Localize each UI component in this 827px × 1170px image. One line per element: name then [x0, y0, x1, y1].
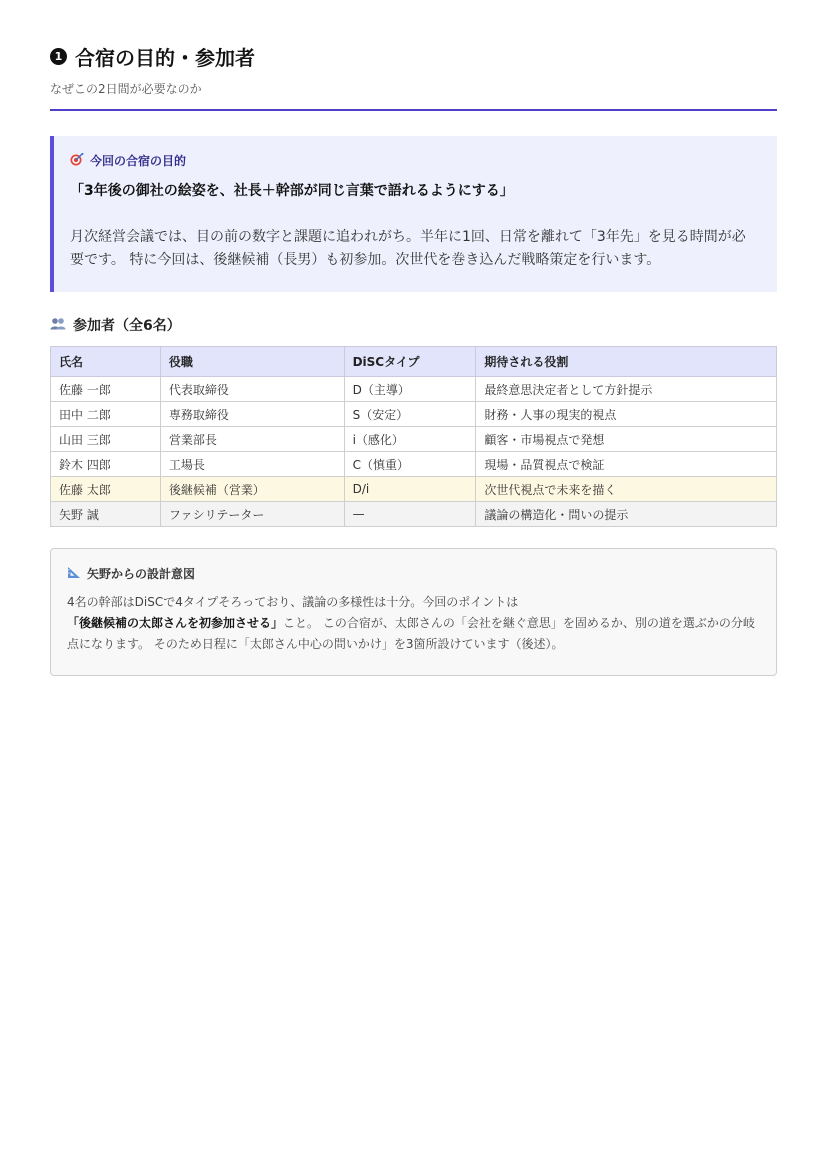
page-title-row [50, 42, 777, 71]
cell-name: 鈴木 四郎 [51, 452, 161, 477]
note-body [67, 592, 760, 655]
goal-heading-row [70, 152, 757, 169]
cell-expectation: 次世代視点で未来を描く [476, 477, 777, 502]
goal-body: 月次経営会議では、目の前の数字と課題に追われがち。半年に1回、日常を離れて「3年先」を見る時間が必要です。 特に今回は、後継候補（長男）も初参加。次世代を巻き込んだ戦略策定を行います。 [70, 229, 746, 268]
cell-role: 専務取締役 [160, 402, 344, 427]
note-heading: 矢野からの設計意図 [87, 567, 196, 581]
cell-role: 代表取締役 [160, 377, 344, 402]
design-intent-note [50, 548, 777, 676]
participants-heading-row [50, 315, 777, 335]
column-header-disc: DiSCタイプ [344, 347, 476, 377]
cell-role: 後継候補（営業） [160, 477, 344, 502]
cell-name: 佐藤 一郎 [51, 377, 161, 402]
title-divider [50, 109, 777, 111]
table-row [51, 427, 777, 452]
cell-expectation: 最終意思決定者として方針提示 [476, 377, 777, 402]
table-header-row [51, 347, 777, 377]
cell-role: 工場長 [160, 452, 344, 477]
table-row [51, 377, 777, 402]
participants-heading: 参加者（全6名） [73, 318, 181, 334]
cell-disc: D（主導） [344, 377, 476, 402]
cell-expectation: 財務・人事の現実的視点 [476, 402, 777, 427]
section-number-badge: 1 [50, 48, 67, 65]
cell-expectation: 現場・品質視点で検証 [476, 452, 777, 477]
goal-callout [50, 136, 777, 292]
cell-name: 山田 三郎 [51, 427, 161, 452]
cell-disc: D/i [344, 477, 476, 502]
note-heading-row [67, 565, 760, 582]
triangle-ruler-icon [67, 566, 81, 582]
participants-table [50, 346, 777, 527]
table-row [51, 452, 777, 477]
column-header-name: 氏名 [51, 347, 161, 377]
table-row [51, 402, 777, 427]
cell-disc: i（感化） [344, 427, 476, 452]
column-header-expectation: 期待される役割 [476, 347, 777, 377]
people-icon [50, 317, 66, 334]
table-row-highlighted [51, 477, 777, 502]
cell-name: 田中 二郎 [51, 402, 161, 427]
cell-disc: — [344, 502, 476, 527]
note-text-bold: 「後継候補の太郎さんを初参加させる」 [67, 616, 284, 630]
cell-role: ファシリテーター [160, 502, 344, 527]
note-text-1: 4名の幹部はDiSCで4タイプそろっており、議論の多様性は十分。今回のポイントは [67, 595, 519, 609]
cell-disc: C（慎重） [344, 452, 476, 477]
cell-role: 営業部長 [160, 427, 344, 452]
cell-name: 矢野 誠 [51, 502, 161, 527]
note-text-2: こと。 この合宿が、太郎さんの「会社を継ぐ意思」を固めるか、別の道を選ぶかの分岐点になります。 そのため日程に「太郎さん中心の問いかけ」を3箇所設けています（後述）。 [67, 616, 755, 651]
target-icon [70, 152, 84, 169]
goal-quote: 「3年後の御社の絵姿を、社長＋幹部が同じ言葉で語れるようにする」 [70, 183, 514, 199]
cell-expectation: 議論の構造化・問いの提示 [476, 502, 777, 527]
cell-name: 佐藤 太郎 [51, 477, 161, 502]
cell-expectation: 顧客・市場視点で発想 [476, 427, 777, 452]
page-title: 合宿の目的・参加者 [75, 46, 255, 70]
cell-disc: S（安定） [344, 402, 476, 427]
goal-heading: 今回の合宿の目的 [90, 154, 187, 168]
table-row-facilitator [51, 502, 777, 527]
page-subtitle: なぜこの2日間が必要なのか [50, 82, 202, 96]
column-header-role: 役職 [160, 347, 344, 377]
